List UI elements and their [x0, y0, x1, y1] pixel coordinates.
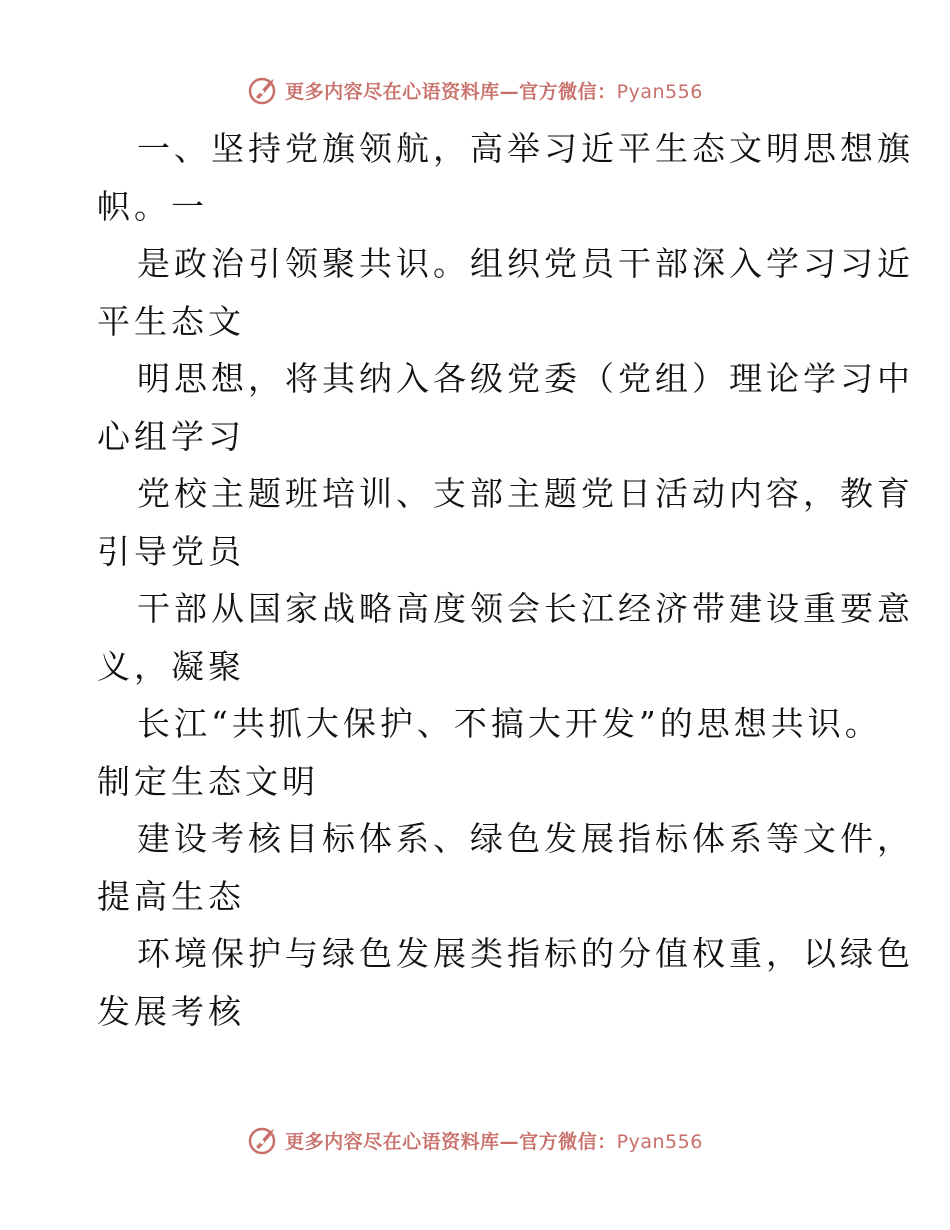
wechat-handle: Pyan556: [616, 80, 703, 103]
footer-banner-text: 更多内容尽在心语资料库—官方微信：Pyan556: [285, 1130, 703, 1153]
paragraph-7: 建设考核目标体系、绿色发展指标体系等文件， 提高生态: [97, 819, 914, 916]
paragraph-3: 明思想，将其纳入各级党委（党组）理论学习中 心组学习: [97, 359, 914, 456]
paragraph-6: 长江“共抓大保护、不搞大开发”的思想共识。 制定生态文明: [97, 704, 882, 801]
document-body: [97, 120, 914, 1040]
footer-banner: [0, 1120, 950, 1160]
header-banner: [0, 70, 950, 110]
pen-nib-circle-icon: [247, 1123, 281, 1157]
header-banner-text: 更多内容尽在心语资料库—官方微信：Pyan556: [285, 80, 703, 103]
paragraph-8: 环境保护与绿色发展类指标的分值权重，以绿色 发展考核: [97, 934, 914, 1031]
paragraph-5: 干部从国家战略高度领会长江经济带建设重要意 义，凝聚: [97, 589, 914, 686]
wechat-handle: Pyan556: [616, 1130, 703, 1153]
pen-nib-circle-icon: [247, 73, 281, 107]
paragraph-1: 一、坚持党旗领航，高举习近平生态文明思想旗 帜。一: [97, 129, 914, 226]
paragraph-2: 是政治引领聚共识。组织党员干部深入学习习近 平生态文: [97, 244, 914, 341]
paragraph-4: 党校主题班培训、支部主题党日活动内容，教育 引导党员: [97, 474, 914, 571]
